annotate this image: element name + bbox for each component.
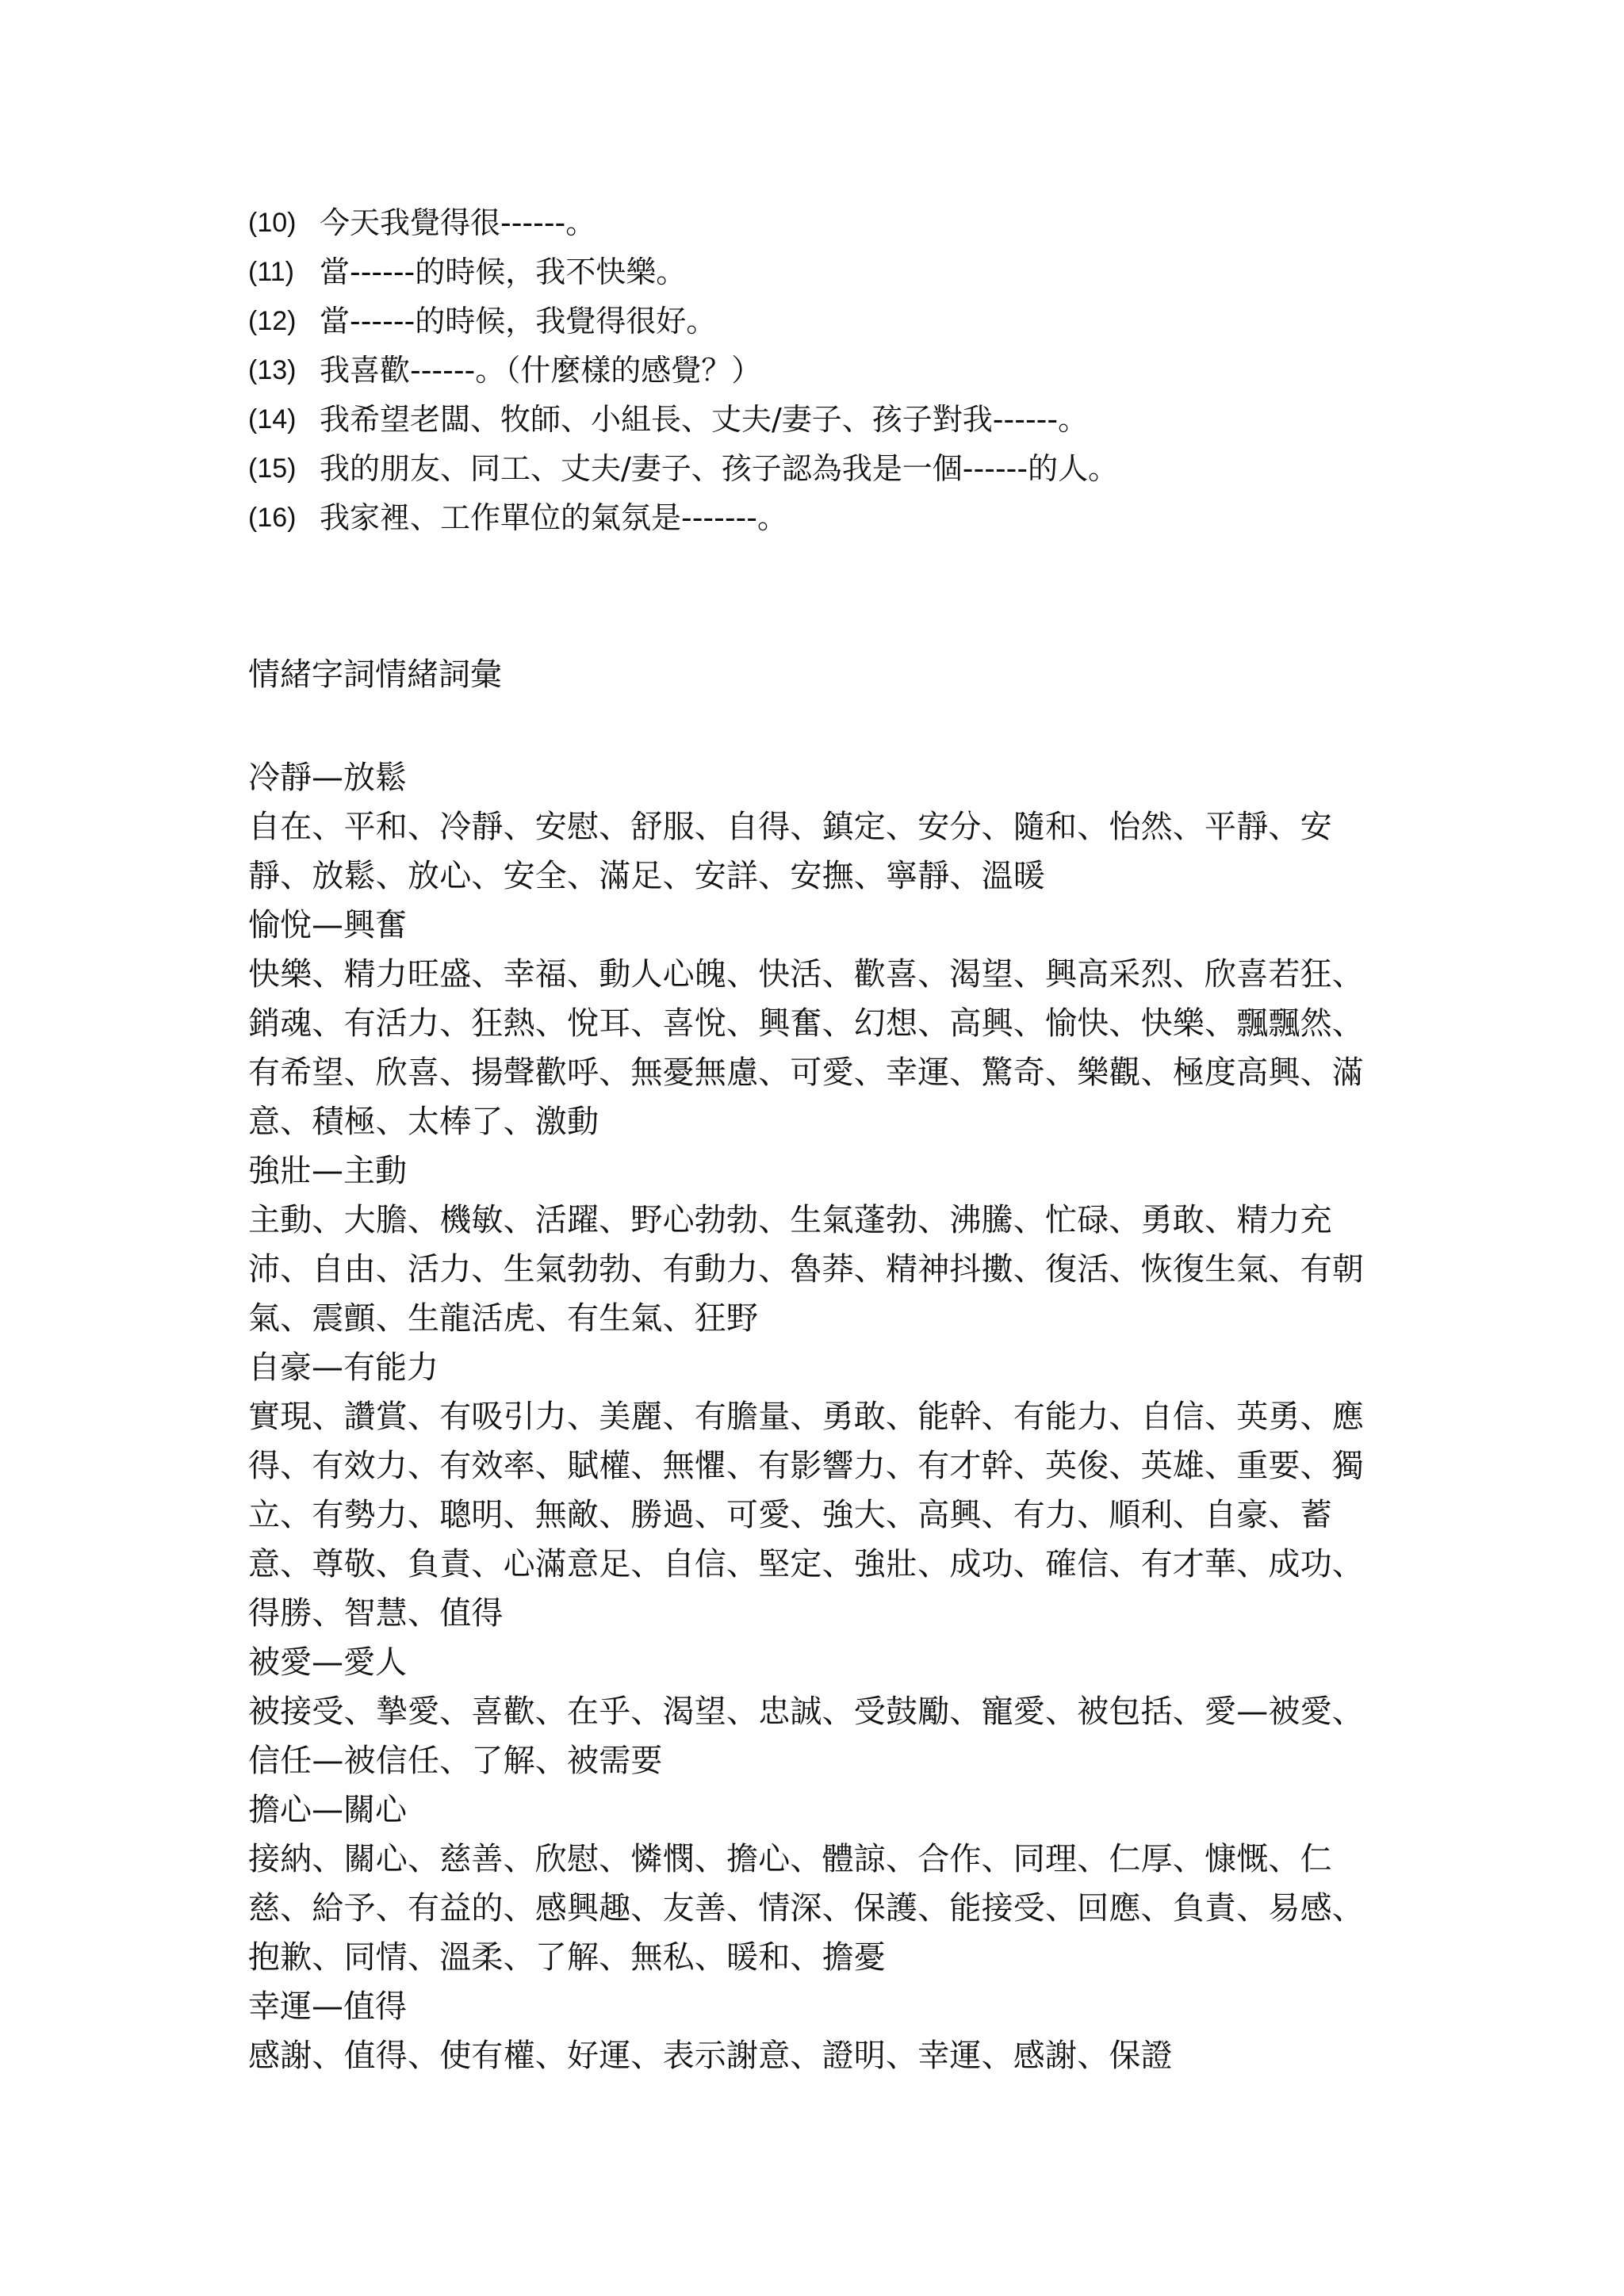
- category-words: 實現、讚賞、有吸引力、美麗、有膽量、勇敢、能幹、有能力、自信、英勇、應得、有效力、有效率、賦權、無懼、有影響力、有才幹、英俊、英雄、重要、獨立、有勢力、聰明、無敵、勝過、可愛、強大、高興、有力、順利、自豪、蓄意、尊敬、負責、心滿意足、自信、堅定、強壯、成功、確信、有才華、成功、得勝、智慧、值得: [248, 1399, 1364, 1632]
- category-words: 自在、平和、冷靜、安慰、舒服、自得、鎮定、安分、隨和、怡然、平靜、安靜、放鬆、放心、安全、滿足、安詳、安撫、寧靜、溫暖: [248, 809, 1332, 894]
- question-text: 我喜歡------。（什麼樣的感覺？）: [320, 353, 762, 388]
- question-text: 當------的時候，我不快樂。: [320, 254, 687, 289]
- emotion-category: [248, 1146, 1390, 1343]
- question-number: (11): [248, 257, 294, 287]
- question-text: 我的朋友、同工、丈夫/妻子、孩子認為我是一個------的人。: [320, 451, 1119, 486]
- category-title: 被愛—愛人: [248, 1644, 407, 1681]
- question-item: [248, 198, 1390, 247]
- question-number: (12): [248, 306, 297, 336]
- question-item: [248, 395, 1390, 444]
- category-title: 冷靜—放鬆: [248, 760, 407, 796]
- question-number: (14): [248, 404, 297, 434]
- emotion-category: [248, 1343, 1390, 1638]
- category-title: 幸運—值得: [248, 1988, 407, 2025]
- category-words: 感謝、值得、使有權、好運、表示謝意、證明、幸運、感謝、保證: [248, 2038, 1173, 2074]
- emotion-categories: [248, 753, 1390, 2080]
- category-title: 擔心—關心: [248, 1792, 407, 1828]
- category-title: 自豪—有能力: [248, 1349, 439, 1386]
- question-item: [248, 297, 1390, 346]
- emotion-category: [248, 901, 1390, 1146]
- question-item: [248, 247, 1390, 297]
- question-list: [248, 198, 1390, 542]
- question-text: 我家裡、工作單位的氣氛是-------。: [320, 500, 787, 535]
- document-page: [248, 198, 1390, 2074]
- category-words: 快樂、精力旺盛、幸福、動人心魄、快活、歡喜、渴望、興高采烈、欣喜若狂、銷魂、有活力、狂熱、悅耳、喜悅、興奮、幻想、高興、愉快、快樂、飄飄然、有希望、欣喜、揚聲歡呼、無憂無慮、可愛、幸運、驚奇、樂觀、極度高興、滿意、積極、太棒了、激動: [248, 956, 1364, 1140]
- question-text: 今天我覺得很------。: [320, 205, 596, 240]
- emotion-category: [248, 1982, 1390, 2080]
- question-number: (15): [248, 453, 297, 484]
- category-words: 主動、大膽、機敏、活躍、野心勃勃、生氣蓬勃、沸騰、忙碌、勇敢、精力充沛、自由、活力、生氣勃勃、有動力、魯莽、精神抖擻、復活、恢復生氣、有朝氣、震顫、生龍活虎、有生氣、狂野: [248, 1202, 1364, 1337]
- question-number: (10): [248, 208, 297, 238]
- question-number: (16): [248, 503, 297, 533]
- question-text: 我希望老闆、牧師、小組長、丈夫/妻子、孩子對我------。: [320, 402, 1089, 437]
- category-title: 強壯—主動: [248, 1153, 407, 1189]
- question-item: [248, 346, 1390, 395]
- emotion-category: [248, 753, 1390, 901]
- emotion-category: [248, 1785, 1390, 1982]
- emotion-category: [248, 1638, 1390, 1785]
- section-heading: 情緒字詞情緒詞彙: [248, 656, 502, 693]
- category-title: 愉悅—興奮: [248, 907, 407, 943]
- question-number: (13): [248, 355, 297, 385]
- question-text: 當------的時候，我覺得很好。: [320, 304, 717, 339]
- category-words: 接納、關心、慈善、欣慰、憐憫、擔心、體諒、合作、同理、仁厚、慷慨、仁慈、給予、有益的、感興趣、友善、情深、保護、能接受、回應、負責、易感、抱歉、同情、溫柔、了解、無私、暖和、擔憂: [248, 1841, 1364, 1976]
- category-words: 被接受、摯愛、喜歡、在乎、渴望、忠誠、受鼓勵、寵愛、被包括、愛—被愛、信任—被信任、了解、被需要: [248, 1693, 1364, 1779]
- question-item: [248, 444, 1390, 493]
- question-item: [248, 493, 1390, 542]
